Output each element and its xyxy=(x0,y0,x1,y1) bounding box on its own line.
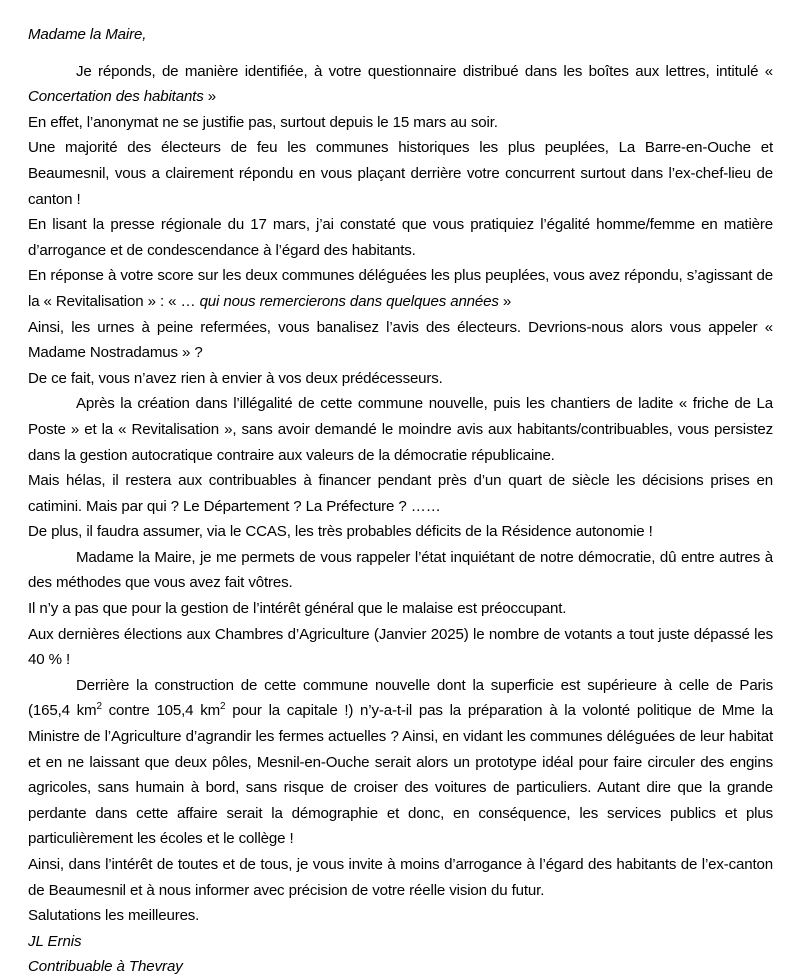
paragraph: Mais hélas, il restera aux contribuables à financer pendant près d’un quart de siècle les décisions prises en catimini. Mais par qui ? Le Département ? La Préfecture ? …… xyxy=(28,472,773,515)
paragraph: Aux dernières élections aux Chambres d’Agriculture (Janvier 2025) le nombre de votants a tout juste dépassé les 40 % ! xyxy=(28,625,773,669)
signature-title: Contribuable à Thevray xyxy=(28,957,183,975)
superscript-run: 2 xyxy=(96,701,102,713)
paragraph: En effet, l’anonymat ne se justifie pas, surtout depuis le 15 mars au soir. xyxy=(28,113,498,131)
paragraph: En lisant la presse régionale du 17 mars, j’ai constaté que vous pratiquiez l’égalité homme/femme en matière d’arrogance et de condescendance à l’égard des habitants. xyxy=(28,216,773,259)
paragraph: Une majorité des électeurs de feu les communes historiques les plus peuplées, La Barre-en-Ouche et Beaumesnil, vous a clairement répondu en vous plaçant derrière votre concurrent surtout dans l’ex-chef-lieu de canton ! xyxy=(28,139,773,208)
paragraph: En réponse à votre score sur les deux communes déléguées les plus peuplées, vous avez répondu, s’agissant de la « Revitalisation » : « … qui nous remercierons dans quelques années » xyxy=(28,267,773,310)
paragraph: Madame la Maire, je me permets de vous rappeler l’état inquiétant de notre démocratie, dû entre autres à des méthodes que vous avez fait vôtres. xyxy=(28,548,773,592)
italic-run: Concertation des habitants xyxy=(28,88,204,106)
paragraph: Il n’y a pas que pour la gestion de l’intérêt général que le malaise est préoccupant. xyxy=(28,600,567,618)
paragraph: De plus, il faudra assumer, via le CCAS, les très probables déficits de la Résidence autonomie ! xyxy=(28,523,653,541)
paragraph: Je réponds, de manière identifiée, à votre questionnaire distribué dans les boîtes aux lettres, intitulé « Concertation des habitants » xyxy=(28,62,773,106)
paragraph: Ainsi, dans l’intérêt de toutes et de tous, je vous invite à moins d’arrogance à l’égard des habitants de l’ex-canton de Beaumesnil et à nous informer avec précision de votre réelle vision du futur. xyxy=(28,856,773,899)
superscript-run: 2 xyxy=(220,701,226,713)
letter-body xyxy=(28,59,773,904)
italic-run: qui nous remercierons dans quelques années xyxy=(199,292,499,310)
paragraph: De ce fait, vous n’avez rien à envier à vos deux prédécesseurs. xyxy=(28,369,443,387)
salutation: Madame la Maire, xyxy=(28,26,147,43)
closing-line: Salutations les meilleures. xyxy=(28,907,200,925)
salutation-spacer xyxy=(28,48,773,59)
paragraph: Derrière la construction de cette commune nouvelle dont la superficie est supérieure à celle de Paris (165,4 $km^2$ contre 105,4 $km^2$ pour la capitale !) n’y-a-t-il pas la préparation à la volonté politique de Mme la Ministre de l’Agriculture d’agrandir les fermes actuelles ? Ainsi, en vidant les communes déléguées de leur habitat et en ne laissant que deux pôles, Mesnil-en-Ouche serait alors un prototype idéal pour faire circuler des engins agricoles, sans humain à bord, sans risque de croiser des voitures de particuliers. Autant dire que la grande perdante dans cette affaire serait la démographie et donc, en conséquence, les services publics et plus particulièrement les écoles et le collège ! xyxy=(28,676,773,848)
paragraph: Ainsi, les urnes à peine refermées, vous banalisez l’avis des électeurs. Devrions-nous alors vous appeler « Madame Nostradamus » ? xyxy=(28,318,773,362)
signature-name: JL Ernis xyxy=(28,932,82,950)
paragraph: Après la création dans l’illégalité de cette commune nouvelle, puis les chantiers de ladite « friche de La Poste » et la « Revitalisation », sans avoir demandé le moindre avis aux habitants/contribuables, vous persistez dans la gestion autocratique contraire aux valeurs de la démocratie républicaine. xyxy=(28,395,773,464)
